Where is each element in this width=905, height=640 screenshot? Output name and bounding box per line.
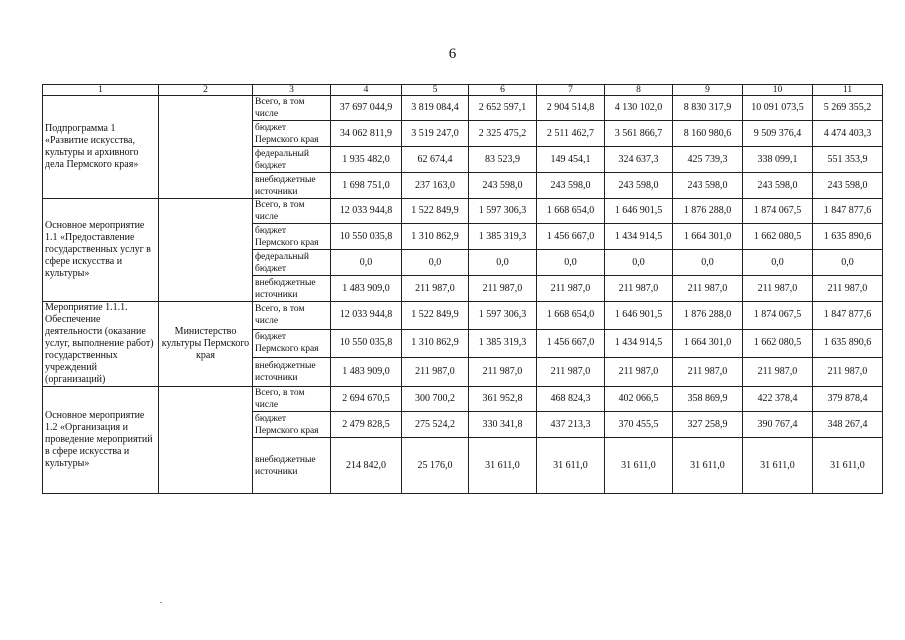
amount-cell: 275 524,2 bbox=[402, 412, 469, 438]
amount-cell: 1 597 306,3 bbox=[469, 199, 537, 224]
amount-cell: 211 987,0 bbox=[469, 358, 537, 387]
amount-cell: 25 176,0 bbox=[402, 438, 469, 494]
amount-cell: 5 269 355,2 bbox=[813, 96, 883, 121]
amount-cell: 324 637,3 bbox=[605, 147, 673, 173]
amount-cell: 3 819 084,4 bbox=[402, 96, 469, 121]
col-header: 1 bbox=[43, 85, 159, 96]
amount-cell: 4 130 102,0 bbox=[605, 96, 673, 121]
col-header: 9 bbox=[673, 85, 743, 96]
amount-cell: 437 213,3 bbox=[537, 412, 605, 438]
col-header: 2 bbox=[159, 85, 253, 96]
amount-cell: 327 258,9 bbox=[673, 412, 743, 438]
amount-cell: 2 904 514,8 bbox=[537, 96, 605, 121]
amount-cell: 31 611,0 bbox=[537, 438, 605, 494]
amount-cell: 211 987,0 bbox=[743, 276, 813, 302]
scan-speck bbox=[160, 602, 162, 603]
amount-cell: 211 987,0 bbox=[743, 358, 813, 387]
amount-cell: 330 341,8 bbox=[469, 412, 537, 438]
funding-source-cell: бюджет Пермского края bbox=[253, 224, 331, 250]
amount-cell: 1 664 301,0 bbox=[673, 224, 743, 250]
amount-cell: 0,0 bbox=[537, 250, 605, 276]
amount-cell: 1 635 890,6 bbox=[813, 329, 883, 358]
amount-cell: 1 876 288,0 bbox=[673, 302, 743, 330]
funding-source-cell: Всего, в том числе bbox=[253, 199, 331, 224]
amount-cell: 1 847 877,6 bbox=[813, 199, 883, 224]
amount-cell: 1 456 667,0 bbox=[537, 329, 605, 358]
table-row bbox=[43, 387, 883, 412]
col-header: 8 bbox=[605, 85, 673, 96]
amount-cell: 211 987,0 bbox=[605, 276, 673, 302]
funding-source-cell: внебюджетные источники bbox=[253, 173, 331, 199]
program-name-cell: Подпрограмма 1 «Развитие искусства, культуры и архивного дела Пермского края» bbox=[43, 96, 159, 199]
table-row bbox=[43, 302, 883, 330]
program-name-cell: Основное мероприятие 1.1 «Предоставление государственных услуг в сфере искусства и культуры» bbox=[43, 199, 159, 302]
amount-cell: 1 847 877,6 bbox=[813, 302, 883, 330]
amount-cell: 31 611,0 bbox=[469, 438, 537, 494]
amount-cell: 34 062 811,9 bbox=[331, 121, 402, 147]
amount-cell: 1 483 909,0 bbox=[331, 276, 402, 302]
amount-cell: 2 479 828,5 bbox=[331, 412, 402, 438]
amount-cell: 1 434 914,5 bbox=[605, 329, 673, 358]
amount-cell: 237 163,0 bbox=[402, 173, 469, 199]
amount-cell: 1 310 862,9 bbox=[402, 329, 469, 358]
amount-cell: 1 662 080,5 bbox=[743, 224, 813, 250]
col-header: 6 bbox=[469, 85, 537, 96]
amount-cell: 243 598,0 bbox=[469, 173, 537, 199]
amount-cell: 211 987,0 bbox=[813, 276, 883, 302]
amount-cell: 1 522 849,9 bbox=[402, 302, 469, 330]
amount-cell: 1 876 288,0 bbox=[673, 199, 743, 224]
amount-cell: 8 830 317,9 bbox=[673, 96, 743, 121]
amount-cell: 551 353,9 bbox=[813, 147, 883, 173]
amount-cell: 1 483 909,0 bbox=[331, 358, 402, 387]
amount-cell: 214 842,0 bbox=[331, 438, 402, 494]
amount-cell: 3 519 247,0 bbox=[402, 121, 469, 147]
amount-cell: 211 987,0 bbox=[813, 358, 883, 387]
amount-cell: 425 739,3 bbox=[673, 147, 743, 173]
funding-source-cell: внебюджетные источники bbox=[253, 358, 331, 387]
funding-source-cell: бюджет Пермского края bbox=[253, 121, 331, 147]
program-name-cell: Мероприятие 1.1.1. Обеспечение деятельности (оказание услуг, выполнение работ) государственных учреждений (организаций) bbox=[43, 302, 159, 387]
amount-cell: 1 874 067,5 bbox=[743, 302, 813, 330]
amount-cell: 2 511 462,7 bbox=[537, 121, 605, 147]
amount-cell: 0,0 bbox=[743, 250, 813, 276]
table-row bbox=[43, 199, 883, 224]
program-name-cell: Основное мероприятие 1.2 «Организация и проведение мероприятий в сфере искусства и культуры» bbox=[43, 387, 159, 494]
header-row bbox=[43, 85, 883, 96]
funding-source-cell: бюджет Пермского края bbox=[253, 329, 331, 358]
executor-cell bbox=[159, 96, 253, 199]
amount-cell: 243 598,0 bbox=[605, 173, 673, 199]
col-header: 10 bbox=[743, 85, 813, 96]
amount-cell: 1 597 306,3 bbox=[469, 302, 537, 330]
amount-cell: 37 697 044,9 bbox=[331, 96, 402, 121]
amount-cell: 338 099,1 bbox=[743, 147, 813, 173]
amount-cell: 1 456 667,0 bbox=[537, 224, 605, 250]
amount-cell: 211 987,0 bbox=[469, 276, 537, 302]
amount-cell: 243 598,0 bbox=[743, 173, 813, 199]
amount-cell: 1 385 319,3 bbox=[469, 329, 537, 358]
funding-source-cell: бюджет Пермского края bbox=[253, 412, 331, 438]
amount-cell: 12 033 944,8 bbox=[331, 199, 402, 224]
amount-cell: 300 700,2 bbox=[402, 387, 469, 412]
amount-cell: 31 611,0 bbox=[813, 438, 883, 494]
funding-source-cell: федеральный бюджет bbox=[253, 250, 331, 276]
amount-cell: 211 987,0 bbox=[402, 358, 469, 387]
amount-cell: 1 874 067,5 bbox=[743, 199, 813, 224]
amount-cell: 4 474 403,3 bbox=[813, 121, 883, 147]
amount-cell: 422 378,4 bbox=[743, 387, 813, 412]
amount-cell: 2 652 597,1 bbox=[469, 96, 537, 121]
amount-cell: 1 662 080,5 bbox=[743, 329, 813, 358]
amount-cell: 83 523,9 bbox=[469, 147, 537, 173]
amount-cell: 1 635 890,6 bbox=[813, 224, 883, 250]
amount-cell: 211 987,0 bbox=[537, 358, 605, 387]
amount-cell: 0,0 bbox=[331, 250, 402, 276]
amount-cell: 211 987,0 bbox=[402, 276, 469, 302]
amount-cell: 370 455,5 bbox=[605, 412, 673, 438]
amount-cell: 0,0 bbox=[605, 250, 673, 276]
amount-cell: 390 767,4 bbox=[743, 412, 813, 438]
amount-cell: 31 611,0 bbox=[673, 438, 743, 494]
amount-cell: 243 598,0 bbox=[537, 173, 605, 199]
amount-cell: 10 550 035,8 bbox=[331, 329, 402, 358]
funding-source-cell: Всего, в том числе bbox=[253, 302, 331, 330]
amount-cell: 1 646 901,5 bbox=[605, 302, 673, 330]
amount-cell: 1 385 319,3 bbox=[469, 224, 537, 250]
funding-source-cell: внебюджетные источники bbox=[253, 276, 331, 302]
amount-cell: 358 869,9 bbox=[673, 387, 743, 412]
amount-cell: 1 698 751,0 bbox=[331, 173, 402, 199]
amount-cell: 348 267,4 bbox=[813, 412, 883, 438]
funding-source-cell: Всего, в том числе bbox=[253, 387, 331, 412]
amount-cell: 10 091 073,5 bbox=[743, 96, 813, 121]
amount-cell: 31 611,0 bbox=[743, 438, 813, 494]
amount-cell: 1 668 654,0 bbox=[537, 302, 605, 330]
amount-cell: 361 952,8 bbox=[469, 387, 537, 412]
amount-cell: 402 066,5 bbox=[605, 387, 673, 412]
amount-cell: 1 310 862,9 bbox=[402, 224, 469, 250]
col-header: 3 bbox=[253, 85, 331, 96]
amount-cell: 62 674,4 bbox=[402, 147, 469, 173]
amount-cell: 243 598,0 bbox=[813, 173, 883, 199]
col-header: 4 bbox=[331, 85, 402, 96]
amount-cell: 8 160 980,6 bbox=[673, 121, 743, 147]
amount-cell: 211 987,0 bbox=[537, 276, 605, 302]
col-header: 11 bbox=[813, 85, 883, 96]
amount-cell: 1 664 301,0 bbox=[673, 329, 743, 358]
amount-cell: 243 598,0 bbox=[673, 173, 743, 199]
amount-cell: 0,0 bbox=[813, 250, 883, 276]
table-row bbox=[43, 96, 883, 121]
amount-cell: 2 325 475,2 bbox=[469, 121, 537, 147]
amount-cell: 1 668 654,0 bbox=[537, 199, 605, 224]
amount-cell: 0,0 bbox=[469, 250, 537, 276]
amount-cell: 1 434 914,5 bbox=[605, 224, 673, 250]
amount-cell: 10 550 035,8 bbox=[331, 224, 402, 250]
amount-cell: 1 522 849,9 bbox=[402, 199, 469, 224]
page-number: 6 bbox=[448, 46, 457, 62]
executor-cell: Министерство культуры Пермского края bbox=[159, 302, 253, 387]
amount-cell: 3 561 866,7 bbox=[605, 121, 673, 147]
amount-cell: 2 694 670,5 bbox=[331, 387, 402, 412]
col-header: 5 bbox=[402, 85, 469, 96]
amount-cell: 379 878,4 bbox=[813, 387, 883, 412]
amount-cell: 149 454,1 bbox=[537, 147, 605, 173]
amount-cell: 0,0 bbox=[402, 250, 469, 276]
amount-cell: 9 509 376,4 bbox=[743, 121, 813, 147]
amount-cell: 31 611,0 bbox=[605, 438, 673, 494]
executor-cell bbox=[159, 387, 253, 494]
executor-cell bbox=[159, 199, 253, 302]
amount-cell: 211 987,0 bbox=[605, 358, 673, 387]
amount-cell: 1 935 482,0 bbox=[331, 147, 402, 173]
amount-cell: 211 987,0 bbox=[673, 276, 743, 302]
budget-table bbox=[42, 84, 883, 494]
amount-cell: 12 033 944,8 bbox=[331, 302, 402, 330]
funding-source-cell: внебюджетные источники bbox=[253, 438, 331, 494]
amount-cell: 468 824,3 bbox=[537, 387, 605, 412]
amount-cell: 1 646 901,5 bbox=[605, 199, 673, 224]
amount-cell: 0,0 bbox=[673, 250, 743, 276]
funding-source-cell: федеральный бюджет bbox=[253, 147, 331, 173]
col-header: 7 bbox=[537, 85, 605, 96]
amount-cell: 211 987,0 bbox=[673, 358, 743, 387]
funding-source-cell: Всего, в том числе bbox=[253, 96, 331, 121]
